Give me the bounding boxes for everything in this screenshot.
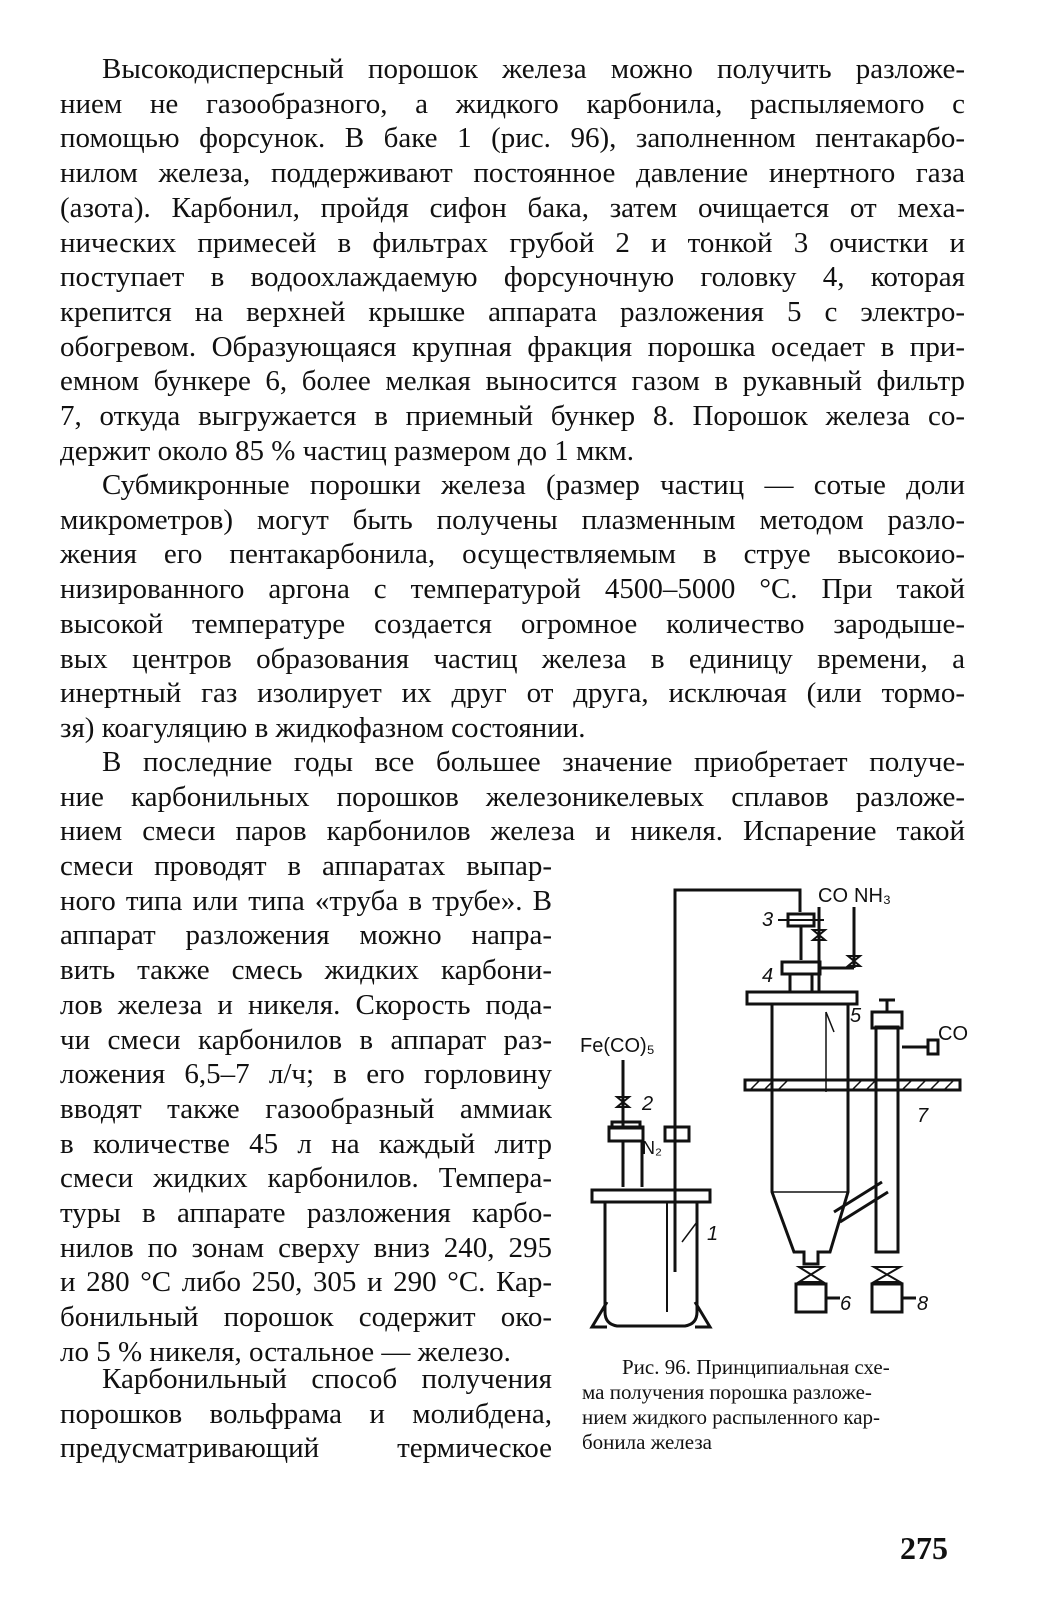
caption-line: нием жидкого распыленного кар- [582, 1405, 881, 1429]
label-2: 2 [642, 1093, 654, 1115]
text-line: нием смеси паров карбонилов железа и никеля. Испарение такой [60, 815, 965, 848]
text-line: микрометров) могут быть получены плазменным методом разло- [60, 503, 965, 536]
text-line: Субмикронные порошки железа (размер частиц — сотые доли [102, 469, 965, 501]
label-3: 3 [762, 909, 774, 931]
text-line: держит около 85 % частиц размером до 1 мкм. [60, 434, 634, 467]
text-line: вводят также газообразный аммиак [60, 1092, 552, 1125]
text-line: 7, откуда выгружается в приемный бункер 8. Порошок железа со- [60, 400, 965, 433]
label-co-side: CO [938, 1023, 968, 1045]
text-line: Карбонильный способ получения [102, 1363, 552, 1395]
receiving-bunker-8 [872, 1284, 902, 1312]
paragraph-4 [60, 1362, 552, 1466]
text-line: нилов по зонам сверху вниз 240, 295 [60, 1231, 552, 1264]
label-1: 1 [707, 1223, 719, 1245]
text-line: Высокодисперсный порошок железа можно получить разложе- [102, 53, 965, 85]
figure-96-diagram [572, 872, 972, 1332]
caption-line: Рис. 96. Принципиальная схе- [622, 1355, 890, 1379]
paragraph-3-column [60, 849, 552, 1370]
figure-caption [582, 1355, 962, 1455]
text-line: поступает в водоохлаждаемую форсуночную головку 4, которая [60, 261, 965, 294]
filter-right [665, 1127, 689, 1141]
label-7: 7 [917, 1105, 929, 1127]
text-line: вить также смесь жидких карбони- [60, 954, 552, 987]
bag-filter-7 [876, 1027, 898, 1252]
text-line: аппарат разложения можно напра- [60, 919, 552, 952]
paragraph-1 [60, 52, 965, 468]
text-line: ложения 6,5–7 л/ч; в его горловину [60, 1058, 552, 1091]
text-line: вых центров образования частиц железа в единицу времени, а [60, 642, 965, 675]
label-co-top: CO [818, 885, 848, 907]
label-feco5: Fe(CO)₅ [580, 1035, 655, 1057]
text-line: высокой температуре создается огромное количество зародыше- [60, 607, 965, 640]
text-line: обогревом. Образующаяся крупная фракция порошка оседает в при- [60, 330, 965, 363]
text-line: лов железа и никеля. Скорость пода- [60, 988, 552, 1021]
paragraph-2 [60, 468, 965, 746]
text-line: помощью форсунок. В баке 1 (рис. 96), заполненном пентакарбо- [60, 122, 965, 155]
text-line: нилом железа, поддерживают постоянное давление инертного газа [60, 157, 965, 190]
text-line: В последние годы все большее значение приобретает получе- [102, 746, 965, 778]
page-number: 275 [900, 1530, 948, 1566]
coarse-filter-flange [612, 1122, 640, 1128]
text-line: жения его пентакарбонила, осуществляемым в струе высокоио- [60, 538, 965, 571]
tank-lid [592, 1190, 710, 1202]
nitrogen-line [675, 890, 800, 1152]
text-line: низированного аргона с температурой 4500–5000 °С. При такой [60, 573, 965, 606]
text-line: крепится на верхней крышке аппарата разложения 5 с электро- [60, 295, 965, 328]
text-line: емном бункере 6, более мелкая выносится газом в рукавный фильтр [60, 365, 965, 398]
label-n2: N₂ [642, 1138, 662, 1158]
text-line: туры в аппарате разложения карбо- [60, 1197, 552, 1230]
apparatus-cover [747, 992, 857, 1004]
text-line: бонильный порошок содержит око- [60, 1301, 552, 1334]
nozzle-head [782, 962, 820, 974]
label-6: 6 [840, 1293, 852, 1315]
text-line: предусматривающий термическое [60, 1432, 552, 1465]
text-line: (азота). Карбонил, пройдя сифон бака, затем очищается от меха- [60, 191, 965, 224]
tank-1 [605, 1202, 697, 1326]
text-line: ло 5 % никеля, остальное — железо. [60, 1335, 511, 1368]
caption-line: ма получения порошка разложе- [582, 1380, 872, 1404]
text-line: ние карбонильных порошков железоникелевых сплавов разложе- [60, 780, 965, 813]
decomposition-apparatus-5 [772, 1004, 848, 1264]
text-line: смеси проводят в аппаратах выпар- [60, 850, 552, 882]
label-8: 8 [917, 1293, 929, 1315]
text-line: в количестве 45 л на каждый литр [60, 1127, 552, 1160]
text-line: зя) коагуляцию в жидкофазном состоянии. [60, 711, 586, 744]
text-line: и 280 °С либо 250, 305 и 290 °С. Кар- [60, 1266, 552, 1299]
text-line: порошков вольфрама и молибдена, [60, 1397, 552, 1430]
text-line: нием не газообразного, а жидкого карбонила, распыляемого с [60, 87, 965, 120]
text-line: чи смеси карбонилов в аппарат раз- [60, 1023, 552, 1056]
text-line: смеси жидких карбонилов. Темпера- [60, 1162, 552, 1195]
label-4: 4 [762, 965, 774, 987]
label-5: 5 [850, 1005, 862, 1027]
caption-line: бонила железа [582, 1430, 712, 1454]
text-line: нических примесей в фильтрах грубой 2 и тонкой 3 очистки и [60, 226, 965, 259]
text-line: инертный газ изолирует их друг от друга, исключая (или тормо- [60, 677, 965, 710]
paragraph-3 [60, 745, 965, 849]
label-nh3: NH₃ [854, 885, 892, 907]
text-line: ного типа или типа «труба в трубе». В [60, 884, 552, 917]
receiving-bunker-6 [796, 1284, 826, 1312]
